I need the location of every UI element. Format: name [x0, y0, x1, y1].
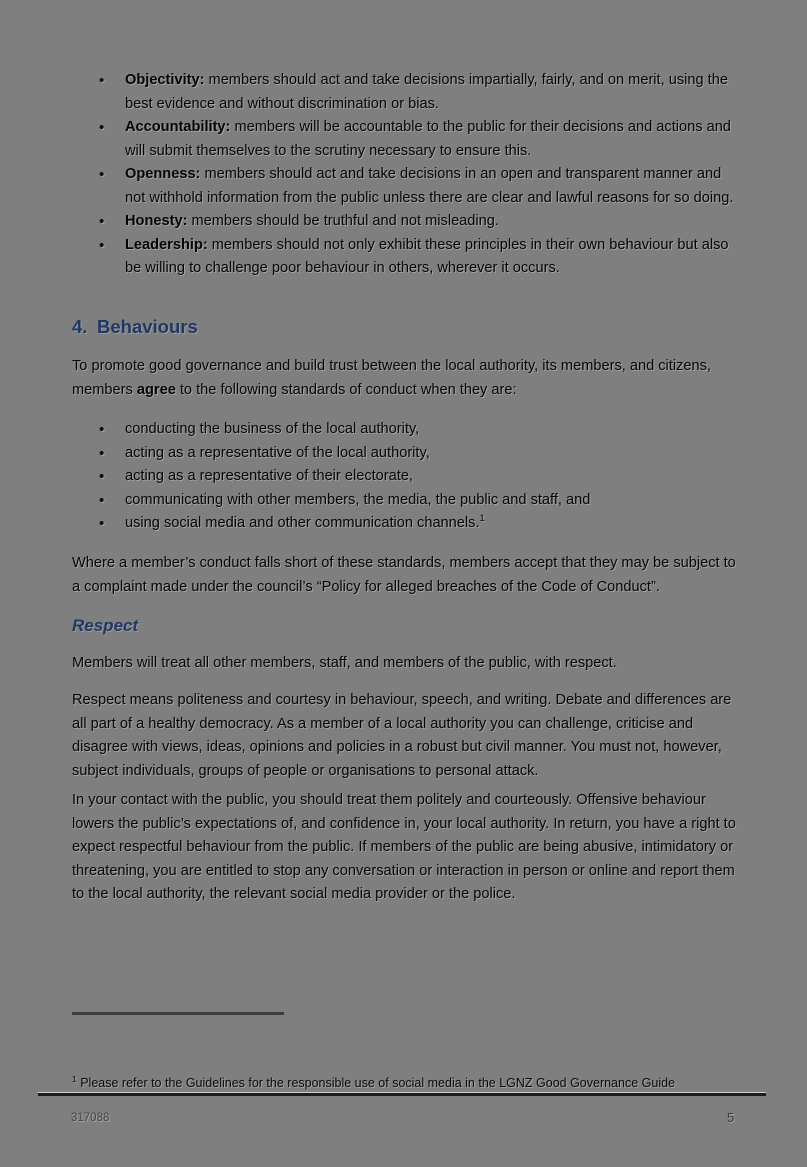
list-item — [72, 512, 737, 536]
complaint-paragraph: Where a member’s conduct falls short of these standards, members accept that they may be subject to a complaint made under the council’s “Policy for alleged breaches of the Code of Conduct”. — [72, 555, 736, 595]
principle-text: members will be accountable to the public for their decisions and actions and will submit themselves to the scrutiny necessary to ensure this. — [125, 119, 731, 159]
conduct-text: using social media and other communication channels. — [125, 515, 480, 531]
footnote-reference-mark: 1 — [479, 513, 485, 525]
conduct-text: conducting the business of the local authority, — [125, 421, 420, 437]
respect-paragraph-3: In your contact with the public, you should treat them politely and courteously. Offensive behaviour lowers the public’s expectations of, and confidence in, your local authority. In return, you have a right to expect respectful behaviour from the public. If members of the public are being abusive, intimidatory or threatening, you are entitled to stop any conversation or interaction in person or online and report them to the local authority, the relevant social media provider or the police. — [72, 792, 736, 902]
principles-list — [72, 69, 737, 281]
list-item — [72, 418, 737, 442]
list-item — [72, 442, 737, 466]
intro-text: To promote good governance and build trust between the local authority, its members, and citizens, members — [72, 358, 711, 398]
respect-paragraph-1: Members will treat all other members, staff, and members of the public, with respect. — [72, 655, 617, 671]
principle-label: Honesty: — [125, 213, 188, 229]
principle-text: members should be truthful and not misleading. — [187, 213, 499, 229]
principle-label: Objectivity: — [125, 72, 205, 88]
list-item — [72, 234, 737, 281]
rule-dark-line — [38, 1093, 766, 1096]
section-title: Behaviours — [97, 316, 198, 337]
footer-page-number: 5 — [727, 1110, 735, 1125]
footnote — [72, 1075, 762, 1091]
conduct-text: acting as a representative of the local authority, — [125, 444, 430, 461]
principle-text: members should not only exhibit these principles in their own behaviour but also be willing to challenge poor behaviour in others, wherever it occurs. — [125, 236, 729, 276]
list-item — [72, 210, 737, 234]
intro-bold-text: agree — [136, 381, 176, 398]
list-item — [72, 465, 737, 489]
intro-text: to the following standards of conduct when they are: — [175, 381, 517, 398]
footer-document-ref: 317088 — [71, 1112, 110, 1124]
sub-heading-respect: Respect — [72, 616, 139, 635]
list-item — [72, 116, 737, 163]
behaviours-intro-paragraph — [72, 355, 737, 402]
conduct-text: acting as a representative of their electorate, — [125, 468, 413, 484]
footnote-text: Please refer to the Guidelines for the responsible use of social media in the LGNZ Good Governance Guide — [80, 1076, 675, 1090]
section-heading-behaviours — [72, 315, 737, 339]
footnote-marker: 1 — [72, 1073, 77, 1084]
principle-label: Leadership: — [125, 236, 208, 253]
conduct-list — [72, 418, 737, 536]
footnote-separator-rule — [72, 1012, 284, 1015]
list-item — [72, 489, 737, 513]
principle-label: Accountability: — [125, 119, 231, 135]
principle-text: members should act and take decisions impartially, fairly, and on merit, using the best evidence and without discrimination or bias. — [125, 72, 728, 112]
list-item — [72, 163, 737, 210]
section-number: 4. — [72, 316, 88, 337]
conduct-text: communicating with other members, the media, the public and staff, and — [125, 491, 591, 508]
respect-paragraph-2: Respect means politeness and courtesy in behaviour, speech, and writing. Debate and differences are all part of a healthy democracy. As a member of a local authority you can challenge, criticise and disagree with views, ideas, opinions and policies in a robust but civil manner. You must not, however, subject individuals, groups of people or organisations to personal attack. — [72, 692, 732, 779]
page-bottom-rule — [38, 1092, 766, 1096]
principle-text: members should act and take decisions in an open and transparent manner and not withhold information from the public unless there are clear and lawful reasons for so doing. — [125, 166, 734, 206]
principle-label: Openness: — [125, 166, 201, 182]
list-item — [72, 69, 737, 116]
